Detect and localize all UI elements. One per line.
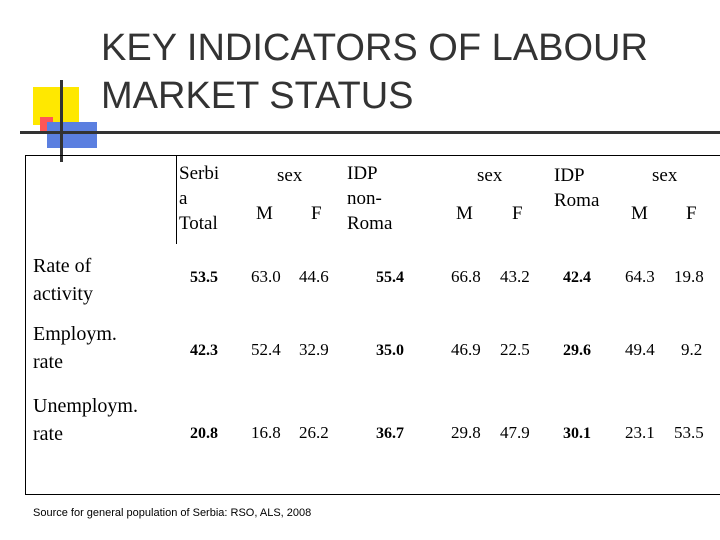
cell-activity-f1: 44.6 xyxy=(299,267,329,286)
header-idp-roma xyxy=(554,163,599,213)
decor-vertical-line xyxy=(60,80,63,162)
cell-unemployment-idp-non-roma: 36.7 xyxy=(376,425,404,442)
cell-employment-f2: 22.5 xyxy=(500,340,530,359)
header-idp-roma-line-1: IDP xyxy=(554,165,585,186)
header-idp-non-roma xyxy=(347,161,392,236)
cell-employment-f3: 9.2 xyxy=(681,340,703,359)
cell-activity-idp-non-roma: 55.4 xyxy=(376,269,404,286)
cell-unemployment-f2: 47.9 xyxy=(500,423,530,442)
row-label-unemployment-line-2: rate xyxy=(33,423,63,445)
row-label-employment-line-1: Employm. xyxy=(33,323,117,345)
cell-employment-f1: 32.9 xyxy=(299,340,329,359)
cell-activity-f3: 19.8 xyxy=(674,267,704,286)
cell-employment-m1: 52.4 xyxy=(251,340,281,359)
header-sex-2: sex xyxy=(477,165,503,186)
row-label-employment xyxy=(33,320,117,376)
cell-unemployment-f1: 26.2 xyxy=(299,423,329,442)
decor-blue-square xyxy=(47,122,97,148)
cell-unemployment-f3: 53.5 xyxy=(674,423,704,442)
header-idp-roma-line-2: Roma xyxy=(554,190,600,211)
row-label-activity-line-1: Rate of xyxy=(33,255,92,277)
cell-activity-m3: 64.3 xyxy=(625,267,655,286)
slide-title xyxy=(101,24,711,120)
slide-title-line-2: MARKET STATUS xyxy=(101,75,414,117)
header-idp-non-roma-line-2: non- xyxy=(347,188,382,209)
cell-unemployment-m1: 16.8 xyxy=(251,423,281,442)
cell-unemployment-m2: 29.8 xyxy=(451,423,481,442)
cell-activity-idp-roma: 42.4 xyxy=(563,269,591,286)
row-label-unemployment-line-1: Unemploym. xyxy=(33,395,138,417)
header-f-3: F xyxy=(686,203,697,224)
cell-unemployment-serbia-total: 20.8 xyxy=(190,425,218,442)
cell-employment-serbia-total: 42.3 xyxy=(190,342,218,359)
header-serbia-total-line-1: Serbi xyxy=(179,163,220,184)
header-m-3: M xyxy=(631,203,648,224)
cell-activity-f2: 43.2 xyxy=(500,267,530,286)
cell-employment-idp-roma: 29.6 xyxy=(563,342,591,359)
cell-unemployment-m3: 23.1 xyxy=(625,423,655,442)
source-note: Source for general population of Serbia: RSO, ALS, 2008 xyxy=(33,507,312,519)
cell-activity-m2: 66.8 xyxy=(451,267,481,286)
header-idp-non-roma-line-3: Roma xyxy=(347,213,393,234)
row-label-employment-line-2: rate xyxy=(33,351,63,373)
header-serbia-total xyxy=(179,161,219,236)
header-idp-non-roma-line-1: IDP xyxy=(347,163,378,184)
cell-activity-serbia-total: 53.5 xyxy=(190,269,218,286)
header-sex-3: sex xyxy=(652,165,678,186)
row-label-activity-line-2: activity xyxy=(33,283,93,305)
row-label-unemployment xyxy=(33,392,138,448)
row-label-activity xyxy=(33,252,93,308)
header-serbia-total-line-2: a xyxy=(179,188,188,209)
header-m-1: M xyxy=(256,203,273,224)
slide-title-line-1: KEY INDICATORS OF LABOUR xyxy=(101,27,648,69)
table-corner-cell xyxy=(25,155,177,244)
decor-horizontal-line xyxy=(20,131,720,134)
header-serbia-total-line-3: Total xyxy=(179,213,218,234)
cell-employment-m3: 49.4 xyxy=(625,340,655,359)
cell-employment-m2: 46.9 xyxy=(451,340,481,359)
cell-employment-idp-non-roma: 35.0 xyxy=(376,342,404,359)
header-m-2: M xyxy=(456,203,473,224)
header-sex-1: sex xyxy=(277,165,303,186)
cell-activity-m1: 63.0 xyxy=(251,267,281,286)
header-f-1: F xyxy=(311,203,322,224)
cell-unemployment-idp-roma: 30.1 xyxy=(563,425,591,442)
header-f-2: F xyxy=(512,203,523,224)
